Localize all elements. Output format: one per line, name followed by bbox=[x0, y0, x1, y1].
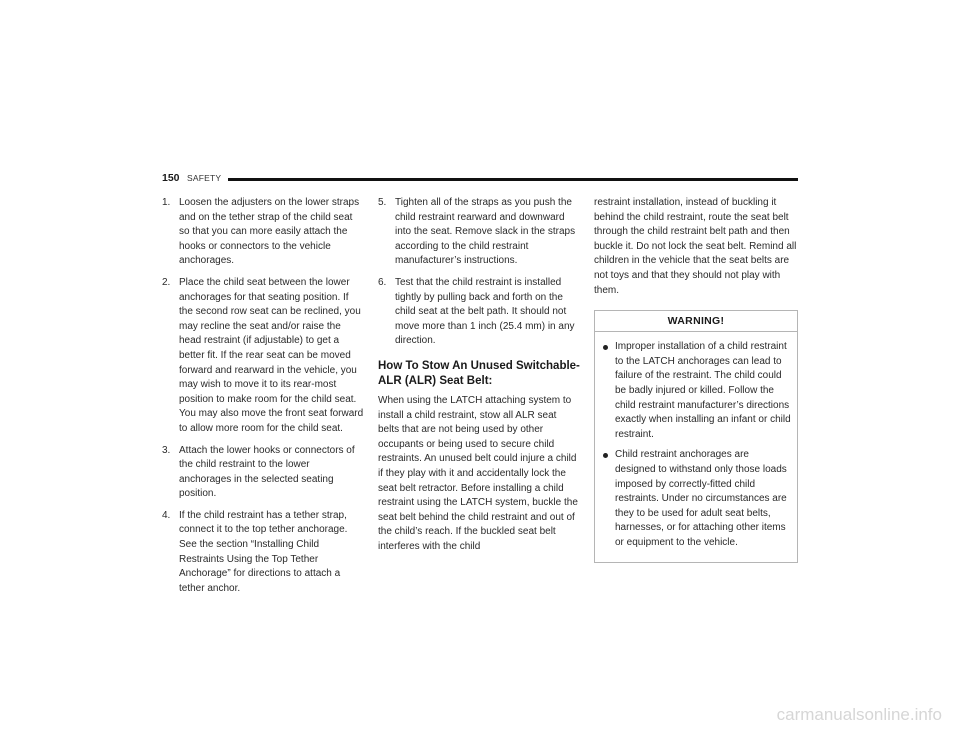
stow-heading: How To Stow An Unused Switchable-ALR (ALR) Seat Belt: bbox=[378, 359, 580, 388]
step-item-3 bbox=[162, 444, 364, 502]
bullet-icon bbox=[603, 345, 608, 350]
step-number: 6. bbox=[378, 276, 387, 288]
step-text: Loosen the adjusters on the lower straps and on the tether strap of the child seat so that you can more easily attach the hooks or connectors to the vehicle anchorages. bbox=[179, 197, 360, 267]
steps-list-2 bbox=[378, 196, 580, 349]
bullet-icon bbox=[603, 453, 608, 458]
step-item-5 bbox=[378, 196, 580, 269]
warning-item bbox=[603, 448, 791, 550]
warning-text: Improper installation of a child restraint to the LATCH anchorages can lead to failure of the restraint. The child could be badly injured or killed. Follow the child restraint manufacturer’s directions exactly when installing an infant or child restraint. bbox=[615, 341, 791, 440]
step-number: 3. bbox=[162, 444, 171, 456]
warning-text: Child restraint anchorages are designed to withstand only those loads imposed by correctly-fitted child restraints. Under no circumstances are they to be used for adult seat belts, harnesses, or for attaching other items or equipment to the vehicle. bbox=[615, 449, 787, 548]
stow-paragraph-part2: restraint installation, instead of buckling it behind the child restraint, route the seat belt through the child restraint belt path and then buckle it. Do not lock the seat belt. Remind all children in the vehicle that the seat belts are not toys and that they should not play with them. bbox=[594, 197, 797, 296]
warning-item bbox=[603, 340, 791, 442]
step-number: 4. bbox=[162, 509, 171, 521]
stow-paragraph-part1: When using the LATCH attaching system to install a child restraint, stow all ALR seat belts that are not being used by other occupants or being used to secure child restraints. An unused belt could injure a child if they play with it and accidentally lock the seat belt retractor. Before installing a child restraint using the LATCH system, buckle the seat belt behind the child restraint and out of the child’s reach. If the buckled seat belt interferes with the child bbox=[378, 394, 578, 552]
step-item-4 bbox=[162, 509, 364, 597]
section-title: SAFETY bbox=[187, 173, 222, 183]
column-right bbox=[594, 196, 798, 563]
step-item-6 bbox=[378, 276, 580, 349]
step-text: Test that the child restraint is installed tightly by pulling back and forth on the child seat at the belt path. It should not move more than 1 inch (25.4 mm) in any direction. bbox=[395, 276, 575, 347]
step-text: Place the child seat between the lower anchorages for that seating position. If the second row seat can be reclined, you may recline the seat and/or raise the head restraint (if adjustable) to get a better fit. If the rear seat can be moved forward and rearward in the vehicle, you may wish to move it to its rear-most position to make room for the child seat. You may also move the front seat forward to allow more room for the child seat. bbox=[179, 276, 364, 434]
step-number: 2. bbox=[162, 276, 171, 288]
header-rule bbox=[228, 178, 798, 181]
watermark: carmanualsonline.info bbox=[776, 705, 942, 724]
warning-title: WARNING! bbox=[595, 311, 797, 332]
step-text: Tighten all of the straps as you push the child restraint rearward and downward into the seat. Remove slack in the straps according to the child restraint manufacturer’s instructions. bbox=[395, 197, 576, 267]
step-number: 5. bbox=[378, 197, 387, 208]
warning-box bbox=[594, 310, 798, 563]
step-item-2 bbox=[162, 276, 364, 437]
column-left bbox=[162, 196, 364, 603]
steps-list-1 bbox=[162, 196, 364, 596]
warning-list bbox=[595, 332, 797, 562]
column-middle bbox=[378, 196, 580, 554]
step-text: If the child restraint has a tether strap, connect it to the top tether anchorage. See the section “Installing Child Restraints Using the Top Tether Anchorage” for directions to attach a tether anchor. bbox=[179, 509, 348, 594]
step-text: Attach the lower hooks or connectors of the child restraint to the lower anchorages in the selected seating position. bbox=[179, 444, 355, 500]
page-number: 150 bbox=[162, 172, 180, 184]
step-number: 1. bbox=[162, 197, 171, 208]
page-header bbox=[162, 172, 798, 188]
step-item-1 bbox=[162, 196, 364, 269]
